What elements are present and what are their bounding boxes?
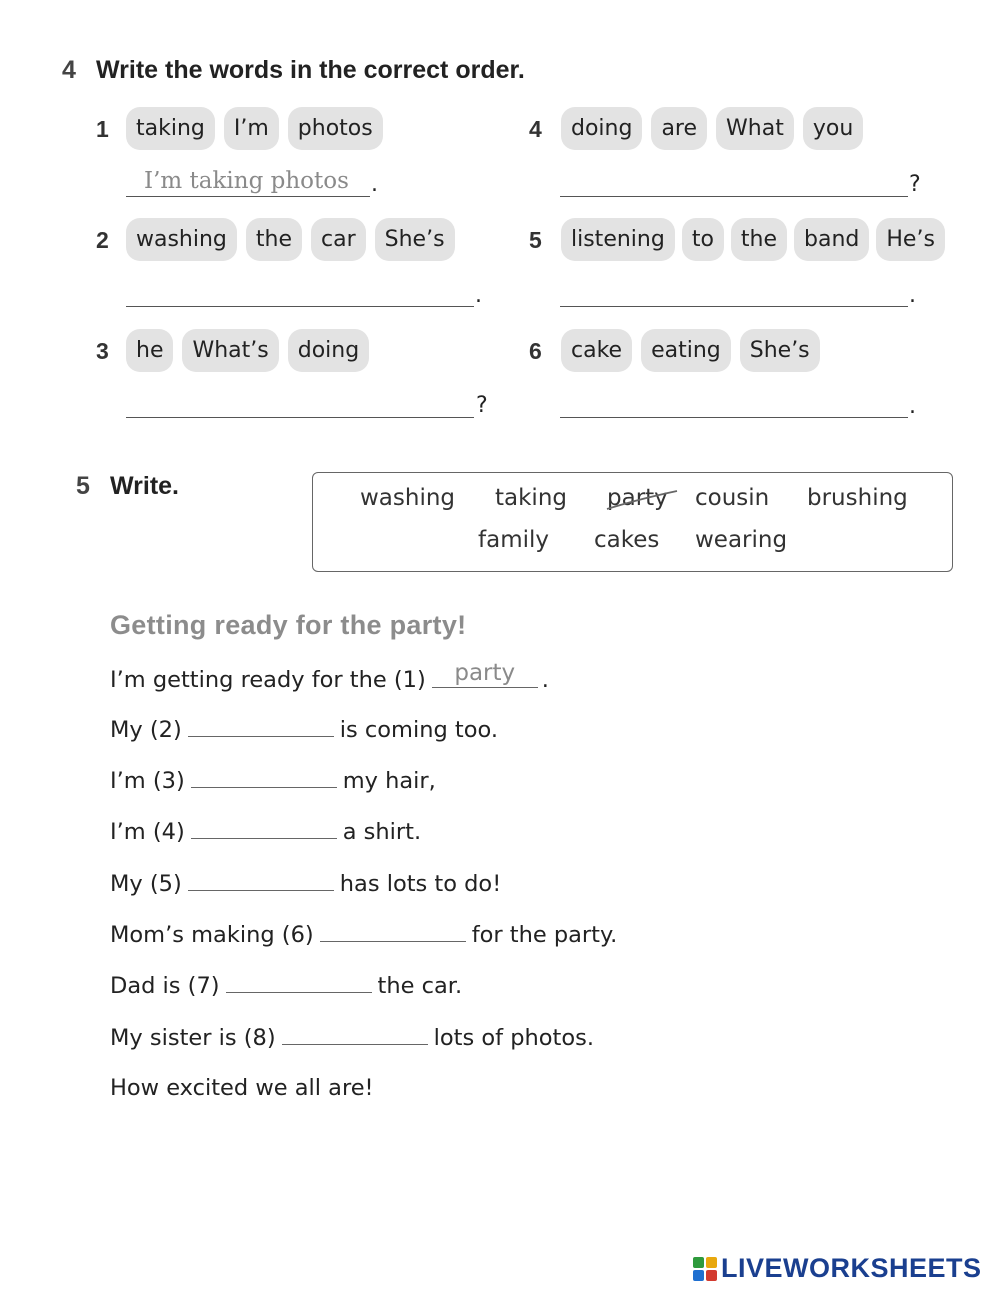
exercise-5-number: 5	[76, 472, 90, 500]
item-4-word-chips	[561, 107, 863, 150]
blank-4-input[interactable]	[191, 812, 337, 839]
word-bank-item: wearing	[695, 527, 788, 553]
word-chip[interactable]: listening	[561, 218, 675, 261]
item-5-number: 5	[529, 227, 542, 253]
item-1-end-punctuation: .	[371, 172, 378, 197]
word-chip[interactable]: washing	[126, 218, 237, 261]
story-line-2: My (2) is coming too.	[110, 716, 498, 743]
word-chip[interactable]: cake	[561, 329, 632, 372]
word-bank-item: taking	[495, 485, 567, 511]
item-3-number: 3	[96, 338, 109, 364]
word-chip[interactable]: doing	[288, 329, 369, 372]
liveworksheets-logo-icon	[693, 1257, 717, 1281]
item-6-end-punctuation: .	[909, 394, 916, 419]
item-1-number: 1	[96, 116, 109, 142]
word-bank-item: cousin	[695, 485, 770, 511]
story-line-1: I’m getting ready for the (1) party .	[110, 660, 549, 693]
item-6-answer-field[interactable]	[560, 381, 908, 418]
item-4-number: 4	[529, 116, 542, 142]
item-2-answer-field[interactable]	[126, 270, 474, 307]
word-chip[interactable]: band	[794, 218, 869, 261]
word-chip[interactable]: the	[246, 218, 302, 261]
word-chip[interactable]: doing	[561, 107, 642, 150]
word-chip[interactable]: to	[682, 218, 724, 261]
story-title: Getting ready for the party!	[110, 610, 467, 640]
item-6-number: 6	[529, 338, 542, 364]
story-line-7: Dad is (7) the car.	[110, 972, 462, 999]
item-5-word-chips	[561, 218, 945, 261]
blank-2-input[interactable]	[188, 710, 334, 737]
blank-6-input[interactable]	[320, 915, 466, 942]
word-chip[interactable]: are	[651, 107, 707, 150]
word-chip[interactable]: I’m	[224, 107, 279, 150]
item-3-answer-field[interactable]	[126, 381, 474, 418]
item-2-end-punctuation: .	[475, 283, 482, 308]
word-bank-item-crossed: party	[607, 485, 668, 511]
story-line-8: My sister is (8) lots of photos.	[110, 1024, 594, 1051]
word-chip[interactable]: What’s	[182, 329, 278, 372]
item-4-end-punctuation: ?	[909, 172, 921, 197]
blank-5-input[interactable]	[188, 864, 334, 891]
item-4-answer-field[interactable]	[560, 160, 908, 197]
liveworksheets-logo[interactable]	[693, 1253, 982, 1284]
word-bank-box	[312, 472, 953, 572]
word-bank-item: cakes	[594, 527, 660, 553]
item-1-word-chips	[126, 107, 383, 150]
exercise-4-instruction: Write the words in the correct order.	[96, 56, 525, 84]
item-1-example-answer: I’m taking photos	[144, 168, 349, 194]
word-chip[interactable]: the	[731, 218, 787, 261]
story-closing: How excited we all are!	[110, 1075, 374, 1101]
word-bank-item: family	[478, 527, 549, 553]
word-chip[interactable]: What	[716, 107, 794, 150]
story-line-3: I’m (3) my hair,	[110, 767, 436, 794]
word-chip[interactable]: car	[311, 218, 366, 261]
blank-7-input[interactable]	[226, 966, 372, 993]
item-2-word-chips	[126, 218, 455, 261]
story-line-4: I’m (4) a shirt.	[110, 818, 421, 845]
item-5-end-punctuation: .	[909, 283, 916, 308]
word-chip[interactable]: He’s	[876, 218, 945, 261]
item-5-answer-field[interactable]	[560, 270, 908, 307]
word-chip[interactable]: he	[126, 329, 173, 372]
word-chip[interactable]: taking	[126, 107, 215, 150]
item-3-end-punctuation: ?	[476, 393, 488, 418]
word-chip[interactable]: photos	[288, 107, 383, 150]
strikethrough-mark	[603, 487, 681, 513]
item-3-word-chips	[126, 329, 369, 372]
story-line-5: My (5) has lots to do!	[110, 870, 501, 897]
blank-3-input[interactable]	[191, 761, 337, 788]
word-chip[interactable]: you	[803, 107, 863, 150]
story-line-6: Mom’s making (6) for the party.	[110, 921, 617, 948]
liveworksheets-logo-text: LIVEWORKSHEETS	[721, 1253, 982, 1283]
item-1-answer-field[interactable]	[126, 160, 370, 197]
word-chip[interactable]: She’s	[375, 218, 455, 261]
exercise-5-instruction: Write.	[110, 472, 179, 500]
item-2-number: 2	[96, 227, 109, 253]
word-chip[interactable]: She’s	[740, 329, 820, 372]
word-bank-item: brushing	[807, 485, 908, 511]
blank-1-example[interactable]: party	[432, 659, 538, 688]
item-6-word-chips	[561, 329, 820, 372]
blank-8-input[interactable]	[282, 1018, 428, 1045]
exercise-4-number: 4	[62, 56, 76, 84]
word-chip[interactable]: eating	[641, 329, 731, 372]
word-bank-item: washing	[360, 485, 456, 511]
